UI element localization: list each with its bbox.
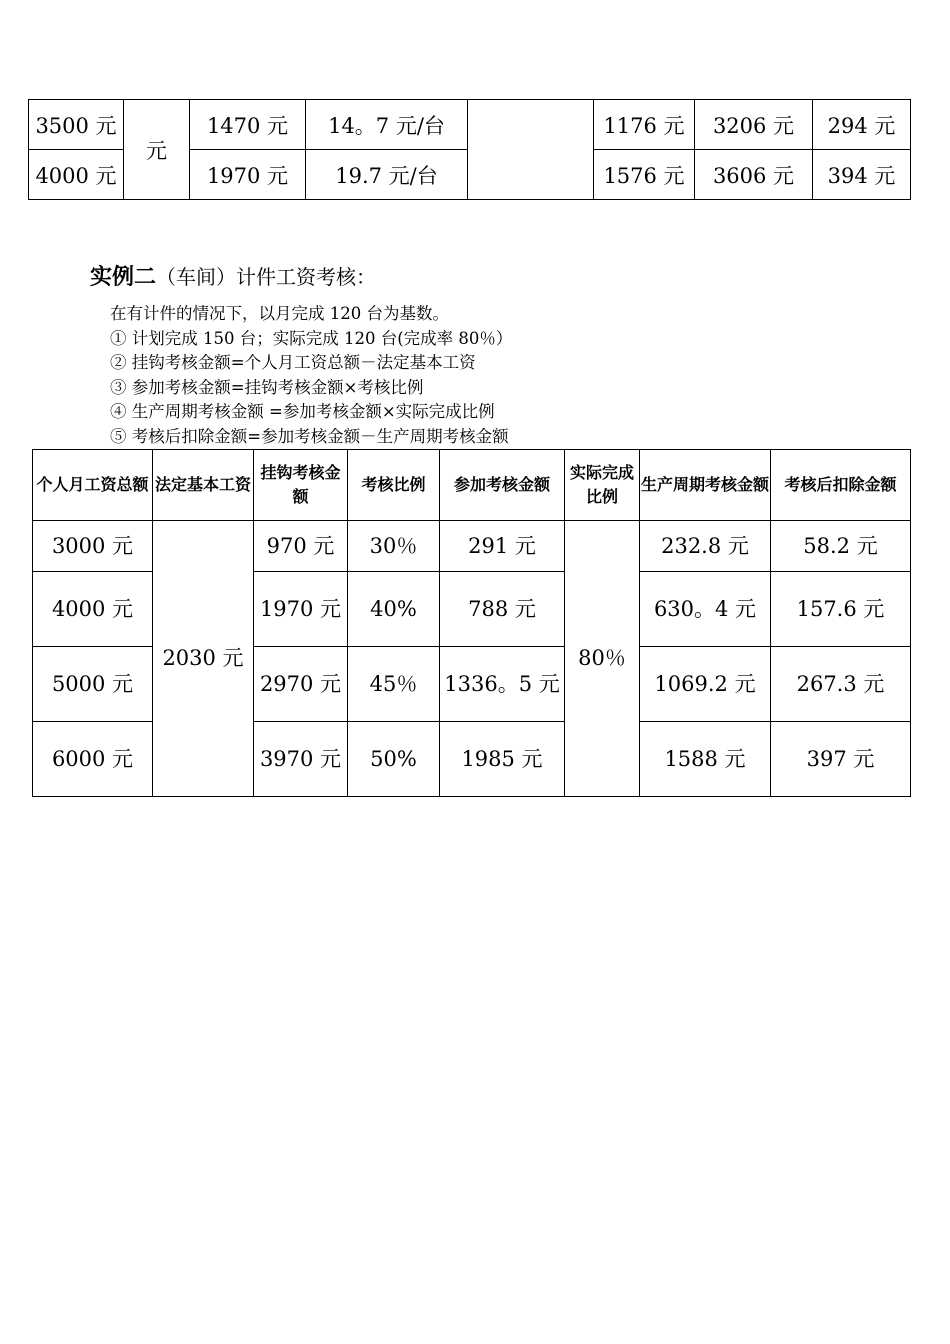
header-ratio: 考核比例 xyxy=(348,450,440,521)
header-total-salary: 个人月工资总额 xyxy=(33,450,153,521)
cell-total: 3500 元 xyxy=(29,100,124,150)
formula-line-2: ② 挂钩考核金额=个人月工资总额－法定基本工资 xyxy=(110,353,476,372)
cell-period: 1069.2 元 xyxy=(640,647,771,722)
cell-ratio: 30％ xyxy=(348,521,440,572)
header-join-amount: 参加考核金额 xyxy=(440,450,565,521)
cell-hook: 1970 元 xyxy=(190,150,306,200)
cell-rate: 14。7 元/台 xyxy=(306,100,468,150)
formula-line-5: ⑤ 考核后扣除金额=参加考核金额－生产周期考核金额 xyxy=(110,426,509,446)
cell-hook: 3970 元 xyxy=(254,722,348,797)
top-partial-table xyxy=(28,99,911,200)
cell-c7: 3206 元 xyxy=(695,100,813,150)
cell-join: 788 元 xyxy=(440,572,565,647)
cell-hook: 1470 元 xyxy=(190,100,306,150)
cell-actual-ratio: 80％ xyxy=(565,521,640,797)
cell-c6: 1576 元 xyxy=(594,150,695,200)
formula-list xyxy=(110,302,512,449)
cell-hook: 1970 元 xyxy=(254,572,348,647)
header-deduct-amount: 考核后扣除金额 xyxy=(771,450,911,521)
header-period-amount: 生产周期考核金额 xyxy=(640,450,771,521)
cell-ratio: 50% xyxy=(348,722,440,797)
section-heading xyxy=(90,260,376,291)
header-actual-ratio: 实际完成比例 xyxy=(565,450,640,521)
intro-line: 在有计件的情况下，以月完成 120 台为基数。 xyxy=(110,304,449,323)
cell-hook: 2970 元 xyxy=(254,647,348,722)
cell-c8: 294 元 xyxy=(813,100,911,150)
cell-period: 232.8 元 xyxy=(640,521,771,572)
cell-ratio: 45％ xyxy=(348,647,440,722)
cell-total: 4000 元 xyxy=(29,150,124,200)
cell-deduct: 157.6 元 xyxy=(771,572,911,647)
cell-deduct: 267.3 元 xyxy=(771,647,911,722)
cell-hook: 970 元 xyxy=(254,521,348,572)
cell-period: 1588 元 xyxy=(640,722,771,797)
header-hook-amount: 挂钩考核金额 xyxy=(254,450,348,521)
cell-ratio: 40% xyxy=(348,572,440,647)
formula-line-1: ① 计划完成 150 台；实际完成 120 台(完成率 80％） xyxy=(110,328,513,348)
cell-base: 元 xyxy=(124,100,190,200)
cell-rate: 19.7 元/台 xyxy=(306,150,468,200)
cell-blank xyxy=(468,100,594,200)
cell-c8: 394 元 xyxy=(813,150,911,200)
section-subtitle: （车间）计件工资考核： xyxy=(156,265,377,289)
cell-deduct: 58.2 元 xyxy=(771,521,911,572)
table-row xyxy=(33,521,911,572)
section-title: 实例二 xyxy=(90,264,157,290)
cell-deduct: 397 元 xyxy=(771,722,911,797)
cell-c7: 3606 元 xyxy=(695,150,813,200)
formula-line-4: ④ 生产周期考核金额 =参加考核金额×实际完成比例 xyxy=(110,402,495,421)
cell-period: 630。4 元 xyxy=(640,572,771,647)
formula-line-3: ③ 参加考核金额=挂钩考核金额×考核比例 xyxy=(110,377,424,397)
cell-total: 3000 元 xyxy=(33,521,153,572)
cell-c6: 1176 元 xyxy=(594,100,695,150)
cell-join: 1336。5 元 xyxy=(440,647,565,722)
cell-join: 1985 元 xyxy=(440,722,565,797)
table-row xyxy=(29,100,911,150)
cell-base-salary: 2030 元 xyxy=(153,521,254,797)
cell-total: 5000 元 xyxy=(33,647,153,722)
header-base-salary: 法定基本工资 xyxy=(153,450,254,521)
piecework-assessment-table xyxy=(32,449,911,797)
cell-total: 6000 元 xyxy=(33,722,153,797)
header-row xyxy=(33,450,911,521)
cell-join: 291 元 xyxy=(440,521,565,572)
cell-total: 4000 元 xyxy=(33,572,153,647)
